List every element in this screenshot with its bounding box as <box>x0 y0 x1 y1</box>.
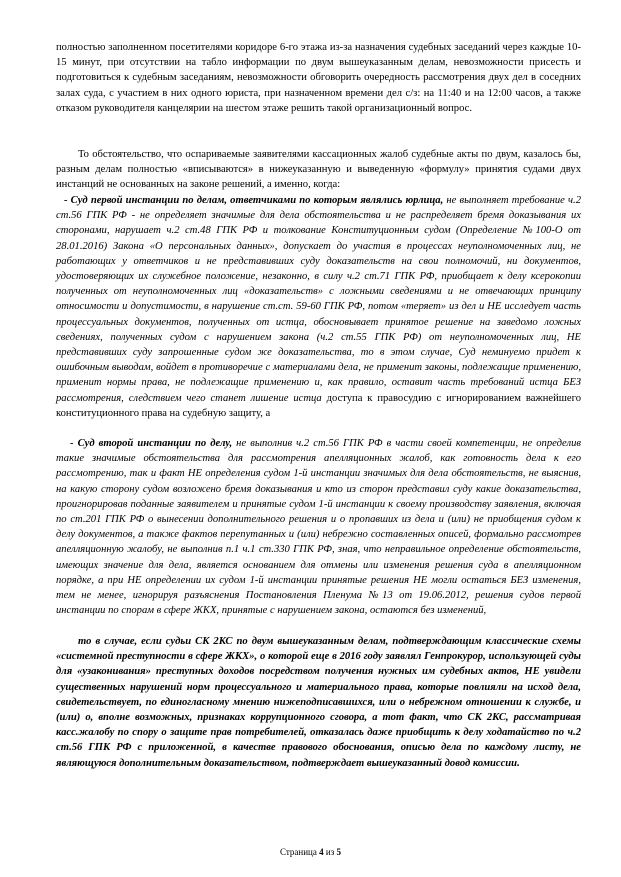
paragraph-5 <box>56 634 581 771</box>
footer-prefix: Страница <box>280 847 320 857</box>
paragraph-3-lead: - Суд первой инстанции по делам, ответчиками по которым являлись юрлица, <box>64 195 444 206</box>
paragraph-1 <box>56 40 581 116</box>
footer-page-number: 4 <box>319 847 324 857</box>
paragraph-5-text: то в случае, если судьи СК 2КС по двум вышеуказанным делам, подтверждающим классические схемы «системной преступности в сфере ЖКХ», о которой еще в 2016 году заявлял Генпрокурор, использующей суды для «узаконивания» преступных доходов посредством получения нужных им судебных актов, НЕ увидели существенных нарушений норм процессуального и материального права, которые повлияли на исход дела, свидетельствует, по единогласному мнению нижеподписавшихся, или о небрежном отношении к службе, и (или) о, вполне возможных, признаках коррупционного сговора, а тот факт, что СК 2КС, рассматривая касс.жалобу по спору о защите прав потребителей, отказалась даже приобщить к делу ходатайство по ч.2 ст.56 ГПК РФ с приложенной, в качестве правового обоснования, описью дела по каждому листу, не являющуюся дополнительным доказательством, подтверждает вышеуказанный довод комиссии. <box>56 636 581 769</box>
footer-middle: из <box>323 847 337 857</box>
paragraph-4 <box>56 436 581 618</box>
page-footer <box>0 846 621 858</box>
footer-page-total: 5 <box>336 847 341 857</box>
paragraph-4-body: не выполнив ч.2 ст.56 ГПК РФ в части своей компетенции, не определив такие значимые обстоятельства для рассмотрения апелляционных жалоб, как готовность дела к его рассмотрению, так и факт НЕ определения судом 1-й инстанции значимых для дела обстоятельств, не выяснив, на какую сторону судом возложено бремя доказывания и кто из сторон представил суду какие доказательства, проигнорировав поданные заявителем и принятые судом 1-й инстанции к своему производству заявления, включая по ст.201 ГПК РФ о вынесении дополнительного решения и о пропавших из дела и (или) не приобщения судом к делу документов, а также фактов перепутанных и (или) небрежно составленных описей, формально рассмотрев апелляционную жалобу, не выполнив п.1 ч.1 ст.330 ГПК РФ, зная, что неправильное определение обстоятельств, имеющих значение для дела, является основанием для отмены или изменения решения суда в апелляционном порядке, а при НЕ определении их судом 1-й инстанции принятые решения НЕ могли остаться БЕЗ изменения, тем не менее, игнорируя разъяснения Постановления Пленума №13 от 19.06.2012, решения судов первой инстанции по спорам в сфере ЖКХ, принятые с нарушением закона, остаются без изменений, <box>56 438 582 617</box>
paragraph-3-tail: доступа к правосудию с игнорированием важнейшего конституционного права на судебную защиту, а <box>56 392 582 419</box>
paragraph-1-text: полностью заполненном посетителями коридоре 6-го этажа из-за назначения судебных заседаний через каждые 10-15 минут, при отсутствии на табло информации по двум вышеуказанным делам, невозможности присесть и подготовиться к судебным заседаниям, невозможности обговорить очередность рассмотрения двух дел в соседних залах суда, с участием в них одного юриста, при назначенном времени дел с/з: на 11:40 и на 12:00 часов, а также отказом руководителя канцелярии на шестом этаже решить такой организационный вопрос. <box>56 42 581 114</box>
paragraph-3-body: не выполняет требование ч.2 ст.56 ГПК РФ - не определяет значимые для дела обстоятельства и не распределяет бремя доказывания их сторонами, нарушает ч.2 ст.48 ГПК РФ и толкование Конституционным судом (Определение №100-О от 28.01.2016) Закона «О персональных данных», допускает до участия в процессах неуполномоченных лиц, не работающих у ответчиков и не представивших суду доказательств на свои полномочий, ни документов, удостоверяющих их служебное положение, незаконно, в силу ч.2 ст.71 ГПК РФ, приобщает к делу ксерокопии полученных от неуполномоченных лиц «доказательств» с ложными сведениями и не отвечающих принципу относимости и допустимости, в нарушение ст.ст. 59-60 ГПК РФ, потом «теряет» из дел и НЕ исследует часть процессуальных документов, полученных от истца, обосновывает принятое решение на заведомо ложных сведениях, полученных судом с нарушением закона (ч.2 ст.55 ГПК РФ) от неуполномоченных лиц, НЕ представивших суду запрошенные судом же доказательства, то в этом случае, Суд неминуемо придет к ошибочным выводам, войдет в противоречие с материалами дела, не применит законы, подлежащие применению, применит нормы права, не подлежащие применению и, как правило, оставит часть требований истца БЕЗ рассмотрения, следствием чего станет лишение истца <box>56 195 581 404</box>
paragraph-4-lead: - Суд второй инстанции по делу, <box>70 438 233 449</box>
paragraph-2-text: То обстоятельство, что оспариваемые заявителями кассационных жалоб судебные акты по двум, казалось бы, разным делам полностью «вписываются» в нижеуказанную и выведенную «формулу» принятия судами двух инстанций не основанных на законе решений, а именно, когда: <box>56 149 581 191</box>
paragraph-2 <box>56 147 581 193</box>
paragraph-3 <box>56 193 581 421</box>
